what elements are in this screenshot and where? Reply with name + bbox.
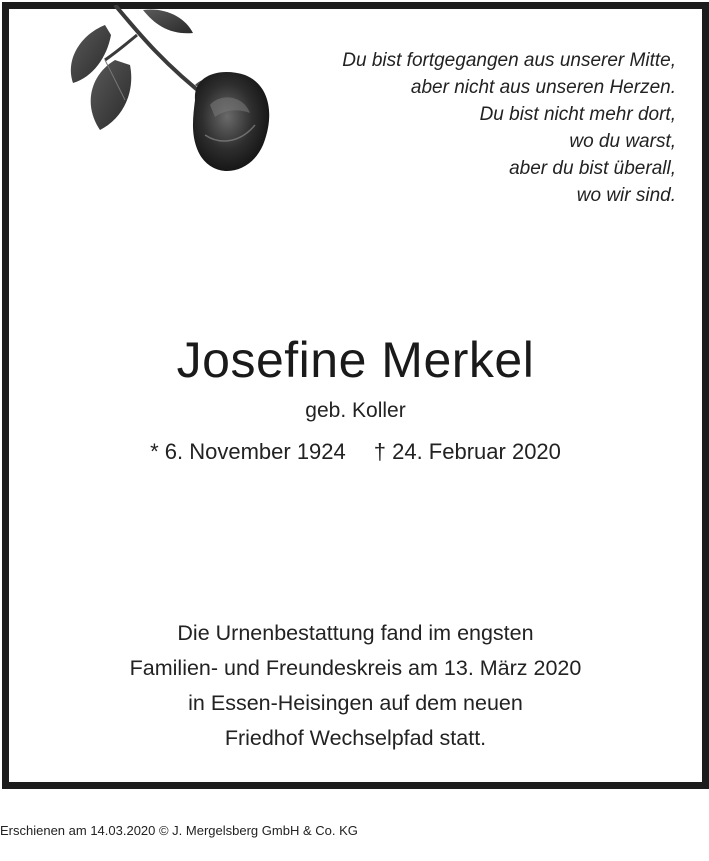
- poem-line: aber nicht aus unseren Herzen.: [410, 77, 676, 98]
- rose-icon: [45, 5, 275, 195]
- ceremony-line: in Essen-Heisingen auf dem neuen: [188, 691, 523, 715]
- poem-line: Du bist fortgegangen aus unserer Mitte,: [342, 50, 676, 71]
- deceased-name: Josefine Merkel: [176, 332, 535, 388]
- poem-line: Du bist nicht mehr dort,: [479, 104, 676, 125]
- birth-date: * 6. November 1924: [150, 439, 346, 464]
- poem-line: wo wir sind.: [576, 185, 676, 206]
- obituary-notice: [2, 2, 709, 789]
- death-date: † 24. Februar 2020: [373, 439, 561, 464]
- ceremony-text: [9, 616, 702, 756]
- ceremony-line: Familien- und Freundeskreis am 13. März 2020: [129, 656, 582, 680]
- poem: [256, 47, 676, 209]
- poem-line: wo du warst,: [569, 131, 676, 152]
- publication-footer: Erschienen am 14.03.2020 © J. Mergelsberg GmbH & Co. KG: [0, 823, 358, 838]
- ceremony-line: Friedhof Wechselpfad statt.: [224, 726, 487, 750]
- maiden-name: geb. Koller: [305, 399, 406, 422]
- poem-line: aber du bist überall,: [509, 158, 676, 179]
- ceremony-line: Die Urnenbestattung fand im engsten: [177, 621, 534, 645]
- life-dates: [9, 439, 702, 465]
